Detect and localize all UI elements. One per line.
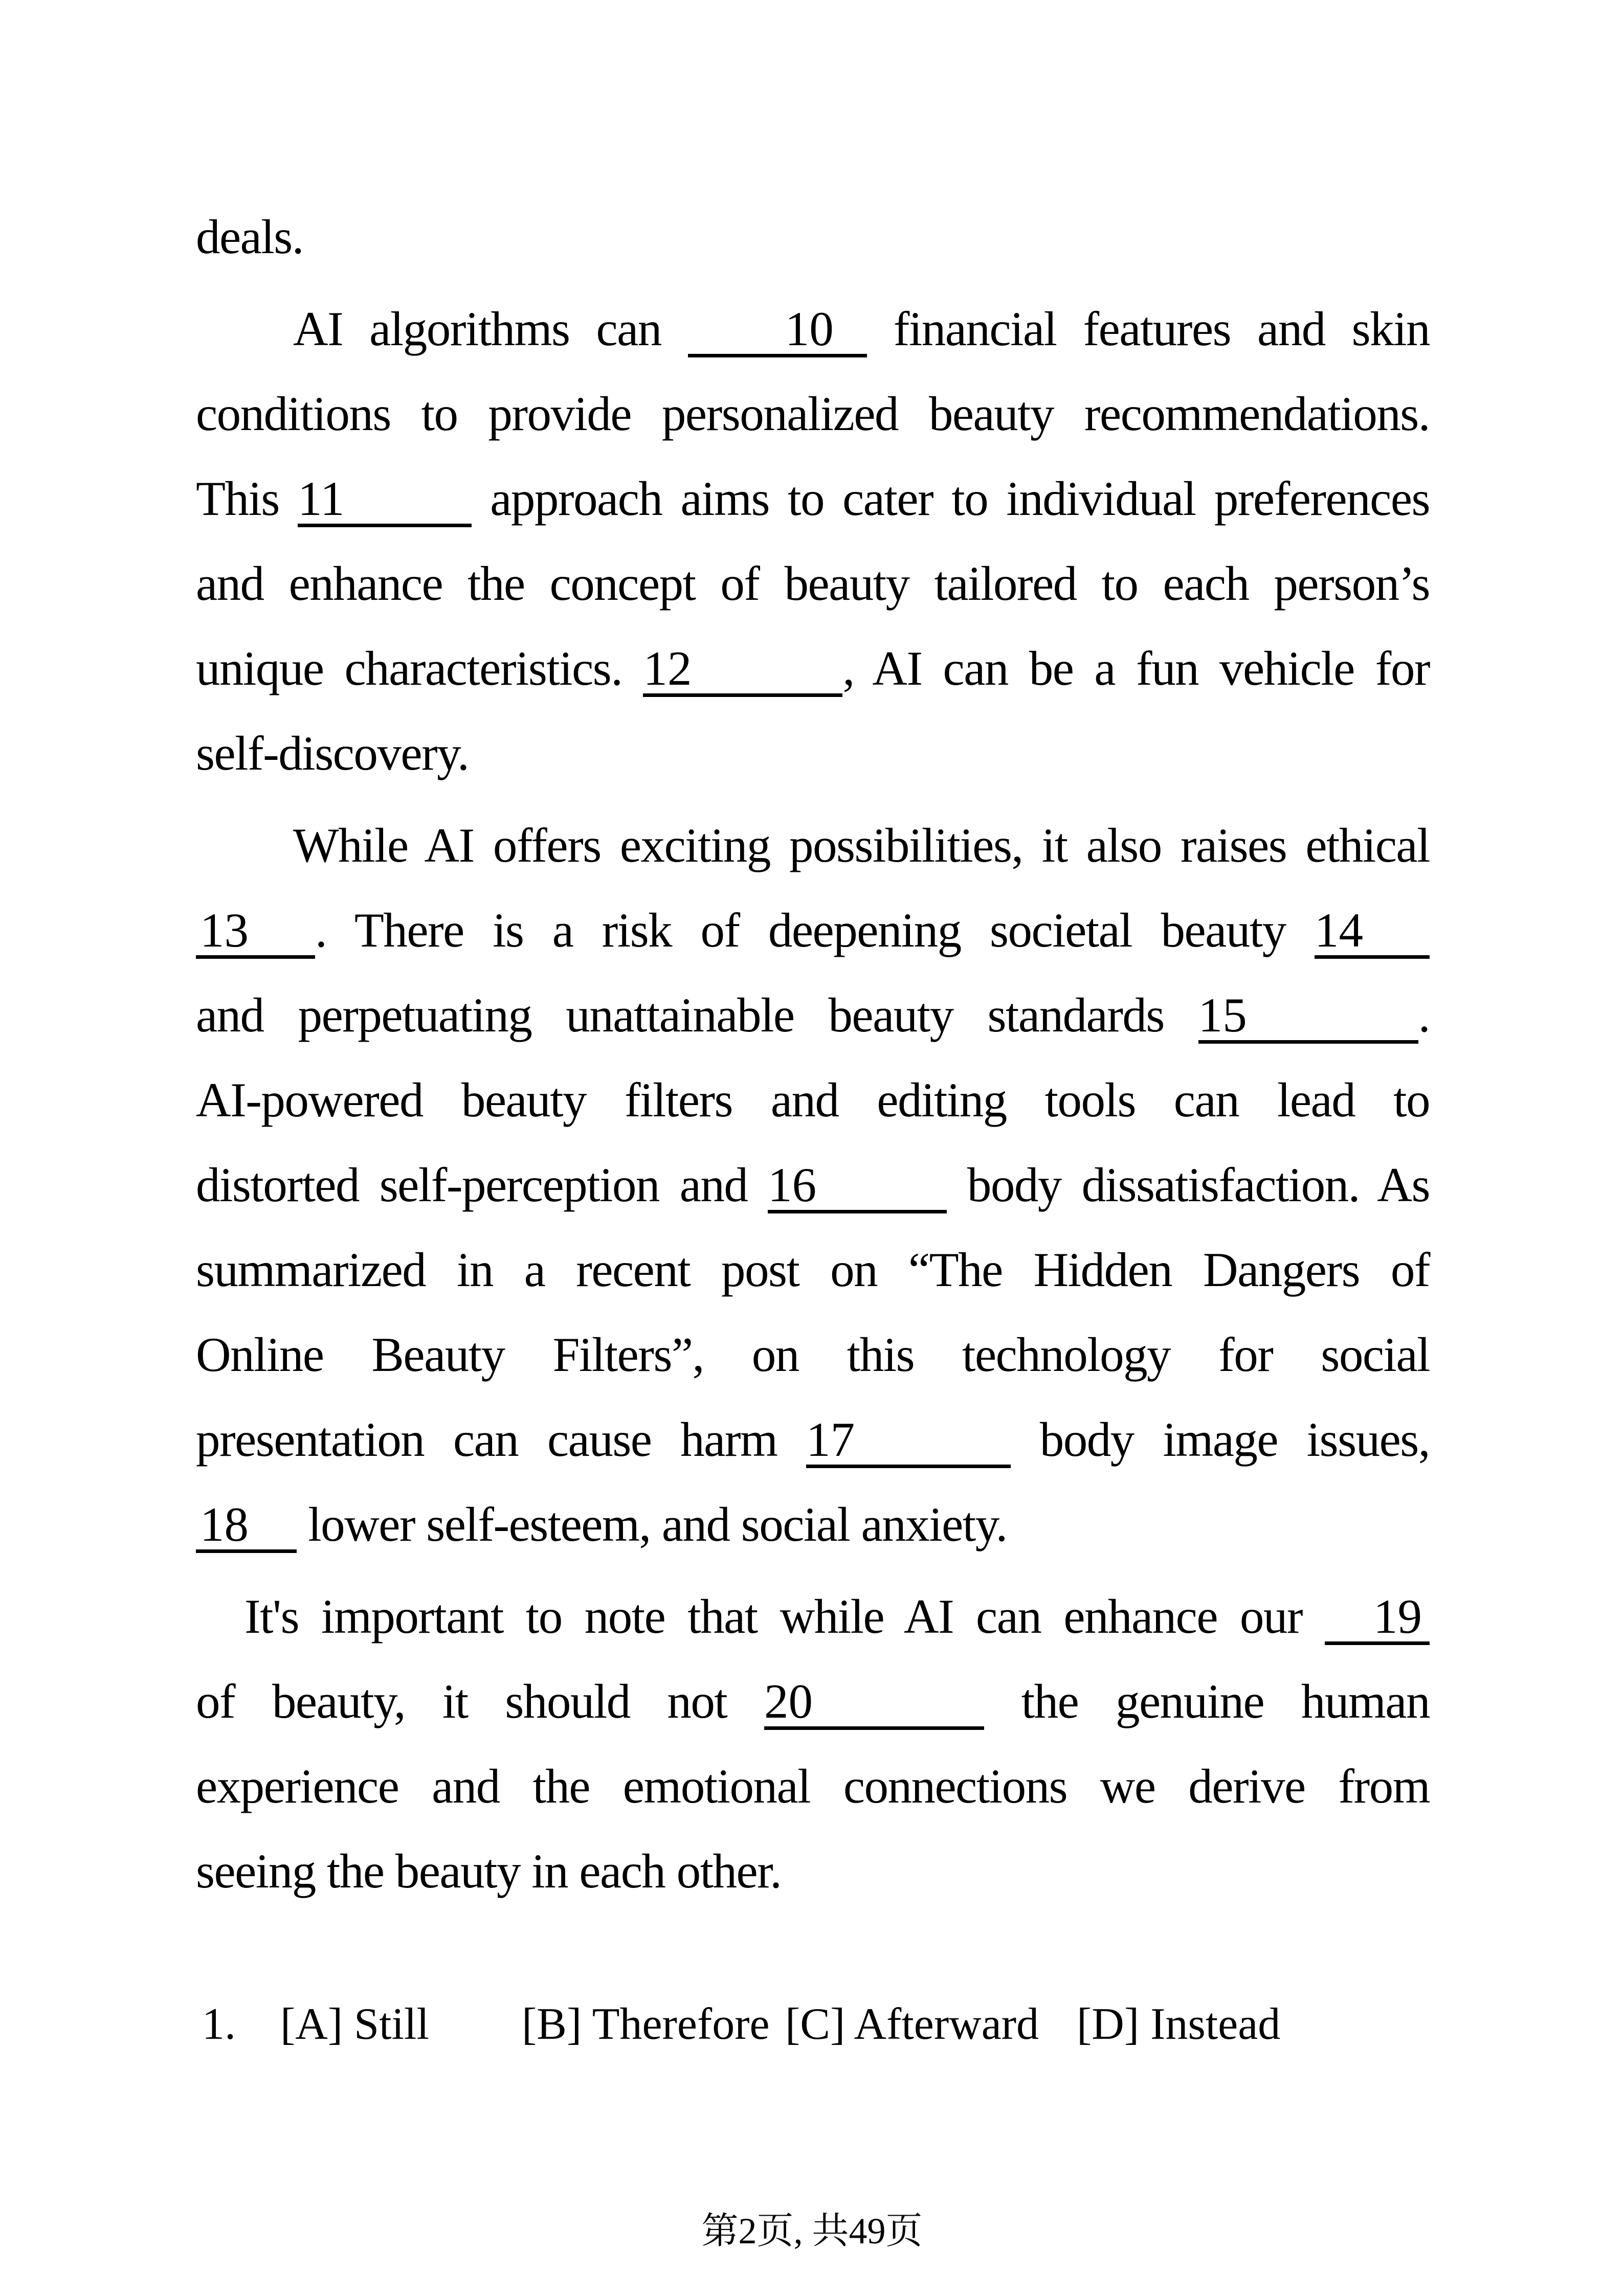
option-d-label: [D] [1077,1999,1140,2049]
text-line: It's important to note that while AI can enhance our 19 [196,1574,1430,1659]
text-line: unique characteristics. 12 , AI can be a fun vehicle for [196,626,1430,711]
blank-13: 13 [196,906,315,959]
blank-19: 19 [1325,1592,1430,1645]
blank-18: 18 [196,1500,297,1553]
footer-page-indicator: 第2页, 共49页 [701,2211,923,2252]
blank-12: 12 [643,644,842,697]
blank-15: 15 [1198,991,1418,1044]
paragraph [196,286,1430,796]
text-line: deals. [196,210,303,264]
text-line: presentation can cause harm 17 body image issues, [196,1397,1430,1482]
text-line: experience and the emotional connections we derive from [196,1759,1430,1813]
option-b [522,1982,785,2067]
paragraph [196,1574,1430,1914]
question-row-1 [196,1982,1430,2067]
paragraph [196,194,1430,279]
blank-11: 11 [298,474,472,527]
text-line: AI-powered beauty filters and editing tools can lead to [196,1073,1430,1127]
option-c-label: [C] [785,1999,846,2049]
option-c-text: Afterward [854,1999,1039,2049]
paragraph [196,803,1430,1567]
blank-20: 20 [764,1677,984,1730]
text-line: of beauty, it should not 20 the genuine human [196,1659,1430,1744]
passage [196,194,1430,1914]
question-number: 1. [202,1999,236,2049]
option-a [280,1982,522,2067]
option-d-text: Instead [1150,1999,1281,2049]
option-c [785,1982,1077,2067]
option-a-text: Still [354,1999,429,2049]
option-b-label: [B] [522,1999,582,2049]
text-line: 13 . There is a risk of deepening societal beauty 14 [196,888,1430,973]
blank-14: 14 [1315,906,1430,959]
text-line: AI algorithms can 10 financial features and skin [196,286,1430,371]
option-b-text: Therefore [592,1999,770,2049]
blank-17: 17 [806,1415,1011,1468]
text-line: self-discovery. [196,726,469,780]
text-line: While AI offers exciting possibilities, it also raises ethical [293,818,1430,872]
text-line: conditions to provide personalized beauty recommendations. [196,387,1430,441]
text-line: This 11 approach aims to cater to individual preferences [196,456,1430,541]
text-line: seeing the beauty in each other. [196,1844,782,1898]
blank-10: 10 [688,304,867,357]
option-a-label: [A] [280,1999,343,2049]
text-line: distorted self-perception and 16 body dissatisfaction. As [196,1142,1430,1227]
option-d [1077,1982,1280,2067]
text-line: Online Beauty Filters”, on this technology for social [196,1327,1430,1382]
text-line: summarized in a recent post on “The Hidden Dangers of [196,1243,1430,1297]
text-line: and perpetuating unattainable beauty standards 15 . [196,973,1430,1057]
text-line: 18 lower self-esteem, and social anxiety. [196,1482,1430,1567]
text-line: and enhance the concept of beauty tailored to each person’s [196,556,1430,611]
blank-16: 16 [768,1160,947,1213]
